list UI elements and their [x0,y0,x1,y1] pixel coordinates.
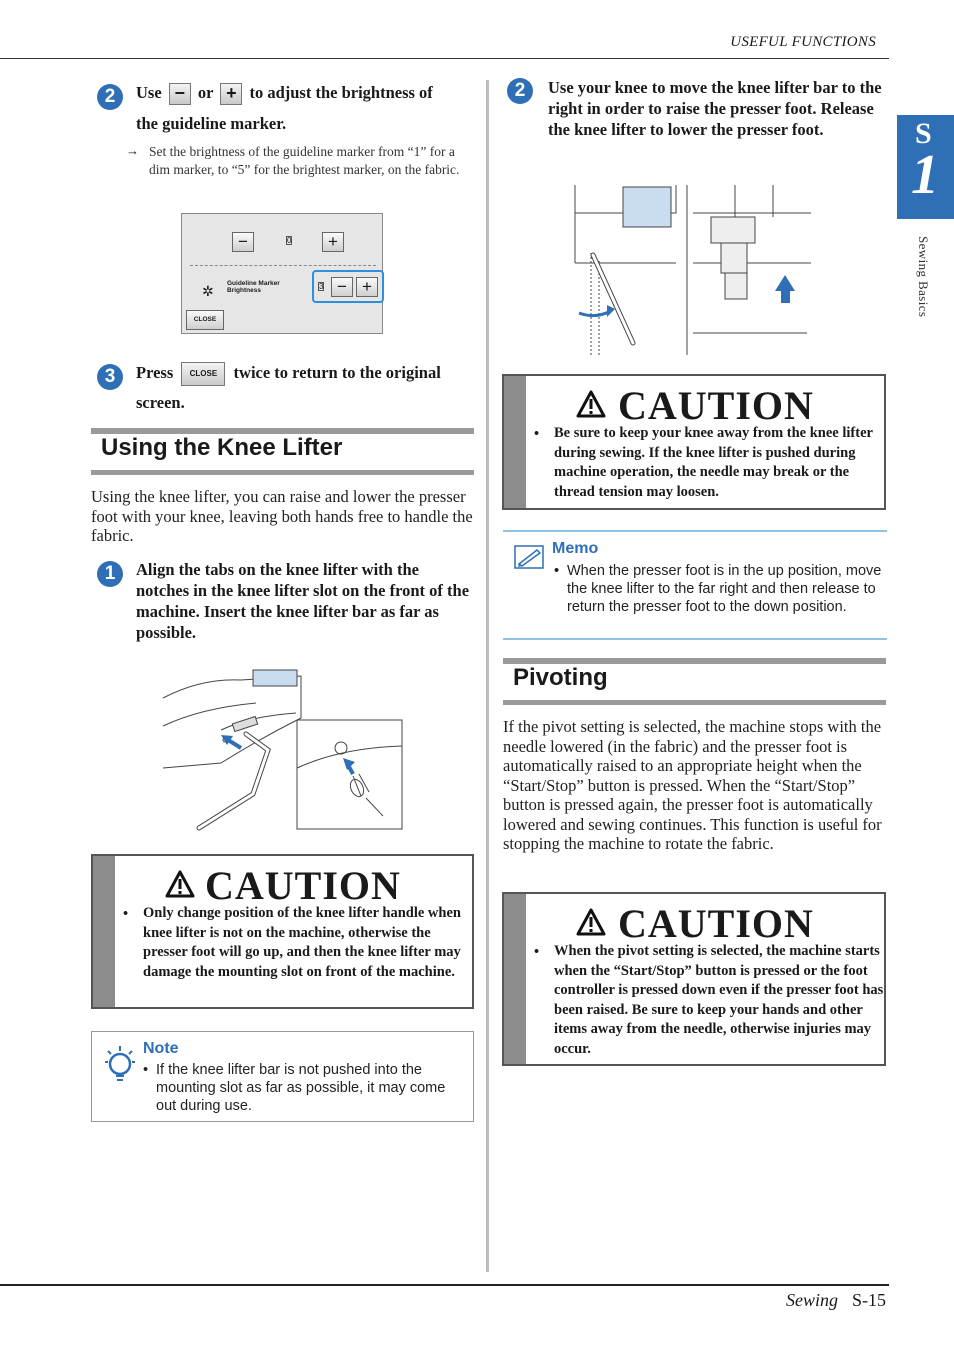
chapter-tab [897,115,954,219]
brightness-panel [181,213,383,334]
running-header: USEFUL FUNCTIONS [730,34,876,50]
panel-close-button[interactable]: CLOSE [186,310,224,330]
step-2-right-text: Use your knee to move the knee lifter bar to the right in order to raise the presser foot. Release the knee lifter to lower the presser foot. [548,78,882,139]
bullet: • [143,1062,149,1078]
panel-label [227,280,280,294]
step-1-text: Align the tabs on the knee lifter with the notches in the knee lifter slot on the front of the machine. Insert the knee lifter bar as far as possible. [136,560,470,642]
close-button-icon: CLOSE [181,362,225,386]
bullet: • [554,563,560,579]
panel-label-line: Brightness [227,287,261,294]
caution-text: When the pivot setting is selected, the machine starts when the “Start/Stop” button is pressed or the foot controller is pressed down even if the presser foot has been raised. Be sure to keep your hands and other items away from the needle, otherwise injuries may occur. [554,943,884,1057]
step-badge-2: 2 [97,84,123,110]
panel-top-value: 0 [287,236,292,245]
bullet: • [123,906,129,922]
step-text-part: Press [136,363,174,382]
caution-box-knee-lifter [91,854,474,1009]
chapter-letter: S [915,117,932,150]
minus-icon: − [169,83,191,105]
heading-bar [91,470,474,475]
panel-plus-button[interactable]: + [322,232,344,252]
knee-raise-presser-foot-illustration [571,183,811,355]
note-text: If the knee lifter bar is not pushed into the mounting slot as far as possible, it may come out during use. [156,1062,446,1114]
header-rule [0,58,889,59]
step-2-result: Set the brightness of the guideline marker from “1” for a dim marker, to “5” for the brightest marker, on the fabric. [149,144,460,177]
panel-divider [190,265,376,266]
section-heading-pivoting [503,658,886,705]
memo-box [503,530,887,640]
section-title: Using the Knee Lifter [101,434,343,461]
panel-minus-button[interactable]: − [232,232,254,252]
step-text-part: twice to return to the original [233,363,441,382]
plus-icon: + [220,83,242,105]
footer-chapter: Sewing [785,1290,838,1310]
warning-triangle-icon [576,908,606,936]
caution-text: Be sure to keep your knee away from the knee lifter during sewing. If the knee lifter is pushed during machine operation, the needle may break or the thread tension may loosen. [554,425,873,500]
note-lightbulb-icon [104,1044,136,1084]
heading-bar [503,700,886,705]
step-text-part: Use [136,83,162,102]
knee-lifter-insertion-illustration [161,668,406,836]
page-footer [786,1290,886,1311]
warning-triangle-icon [576,390,606,418]
brightness-plus-button[interactable]: + [356,277,378,297]
caution-title: CAUTION [618,383,814,428]
panel-label-line: Guideline Marker [227,280,280,287]
step-badge-3: 3 [97,364,123,390]
chapter-label: Sewing Basics [916,236,931,318]
pivoting-description: If the pivot setting is selected, the machine stops with the needle lowered (in the fabric) and the presser foot is automatically raised to an appropriate height when the “Start/Stop” button is pressed. When the “Start/Stop” button is pressed again, the presser foot is automatically lowered and sewing continues. This function is useful for stopping the machine to rotate the fabric. [503,717,882,853]
caution-text: Only change position of the knee lifter handle when knee lifter is not on the machine, otherwise the presser foot will go up, and then the knee lifter may damage the mounting slot on front of the machine. [143,905,461,980]
note-box [91,1031,474,1122]
step-2-line2: the guideline marker. [136,114,287,133]
column-divider [486,80,489,1272]
step-badge-1: 1 [97,561,123,587]
memo-title: Memo [552,540,599,557]
step-3-text [136,362,476,386]
brightness-control-highlight [312,270,384,303]
bullet: • [534,426,540,442]
note-title: Note [143,1040,179,1057]
step-text-part: to adjust the brightness of [249,83,433,102]
warning-triangle-icon [165,870,195,898]
page-number: S-15 [851,1290,886,1310]
step-text-part: or [197,83,214,102]
brightness-icon: ✲ [202,283,214,299]
step-2-text [136,82,476,105]
chapter-number: 1 [911,144,939,206]
memo-text: When the presser foot is in the up position, move the knee lifter to the far right and then release to return the presser foot to the down position. [567,563,882,615]
section-title: Pivoting [513,664,608,691]
caution-sidebar [93,856,115,1007]
bullet: • [534,944,540,960]
footer-rule [0,1284,889,1286]
caution-title: CAUTION [205,863,401,908]
step-badge-2-right: 2 [507,78,533,104]
section-heading-knee-lifter [91,428,474,475]
caution-box-knee-sewing [502,374,886,510]
caution-sidebar [504,376,526,508]
brightness-value: 3 [319,282,324,291]
memo-pencil-icon [513,544,545,570]
caution-sidebar [504,894,526,1064]
step-3-line2: screen. [136,393,185,412]
brightness-minus-button[interactable]: − [331,277,353,297]
result-arrow-icon: → [126,143,139,158]
knee-lifter-intro: Using the knee lifter, you can raise and lower the presser foot with your knee, leaving both hands free to handle the fabric. [91,487,473,545]
caution-title: CAUTION [618,901,814,946]
caution-box-pivoting [502,892,886,1066]
